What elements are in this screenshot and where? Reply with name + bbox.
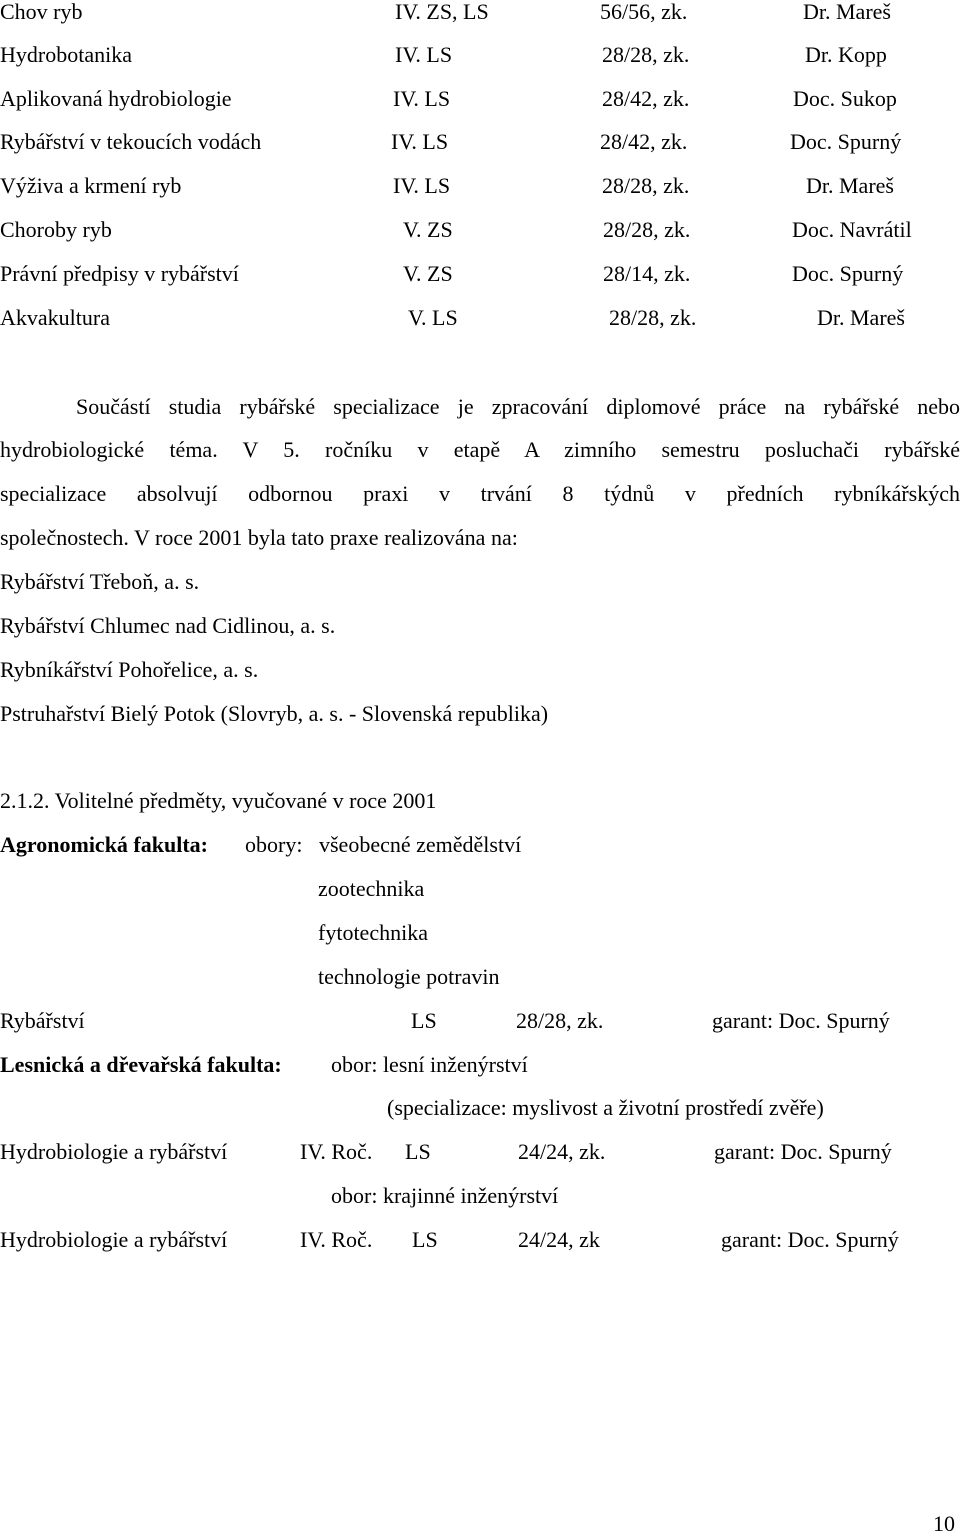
course-hours: 28/28, zk. [516,1008,604,1033]
list-item: Rybářství Chlumec nad Cidlinou, a. s. [0,613,336,638]
course-semester: IV. LS [393,173,451,198]
course-hours: 28/42, zk. [602,86,690,111]
course-hours: 24/24, zk. [518,1139,606,1164]
field-name: fytotechnika [318,920,428,945]
course-teacher: Dr. Kopp [805,42,887,67]
course-teacher: Dr. Mareš [803,0,891,24]
course-name: Choroby ryb [0,217,112,242]
table-row [0,1006,960,1036]
course-garant: garant: Doc. Spurný [712,1008,890,1033]
table-row [0,84,960,114]
course-semester: IV. LS [395,42,453,67]
course-semester: IV. LS [393,86,451,111]
list-item: Rybářství Třeboň, a. s. [0,569,200,594]
table-row [0,40,960,70]
course-semester: V. ZS [403,217,453,242]
field-name: obor: lesní inženýrství [331,1052,528,1077]
table-row [0,215,960,245]
course-year: IV. Roč. [300,1227,373,1252]
course-teacher: Dr. Mareš [817,305,905,330]
section-heading: 2.1.2. Volitelné předměty, vyučované v roce 2001 [0,788,437,813]
course-semester: LS [412,1227,438,1252]
faculty-row [0,830,960,860]
course-semester: IV. ZS, LS [395,0,489,24]
course-semester: V. ZS [403,261,453,286]
faculty-name: Agronomická fakulta: [0,832,208,857]
table-row [0,259,960,289]
course-semester: V. LS [408,305,458,330]
course-semester: LS [405,1139,431,1164]
course-teacher: Doc. Sukop [793,86,897,111]
course-teacher: Doc. Navrátil [792,217,912,242]
course-year: IV. Roč. [300,1139,373,1164]
course-name: Hydrobotanika [0,42,132,67]
obory-label: obory: [245,832,303,857]
table-row [0,171,960,201]
course-garant: garant: Doc. Spurný [714,1139,892,1164]
paragraph-line: Součástí studia rybářské specializace je zpracování diplomové práce na rybářské nebo [76,394,960,419]
course-name: Výživa a krmení ryb [0,173,182,198]
table-row [0,303,960,333]
course-hours: 28/14, zk. [603,261,691,286]
course-hours: 28/42, zk. [600,129,688,154]
course-teacher: Doc. Spurný [792,261,904,286]
table-row [0,0,960,27]
field-name: všeobecné zemědělství [319,832,522,857]
course-hours: 28/28, zk. [602,42,690,67]
course-hours: 24/24, zk [518,1227,600,1252]
page-number: 10 [933,1511,955,1536]
course-teacher: Dr. Mareš [806,173,894,198]
course-name: Rybářství [0,1008,85,1033]
course-hours: 28/28, zk. [609,305,697,330]
paragraph-line: specializace absolvují odbornou praxi v trvání 8 týdnů v předních rybníkářských [0,481,960,506]
list-item: Rybníkářství Pohořelice, a. s. [0,657,259,682]
course-semester: IV. LS [391,129,449,154]
faculty-row [0,1050,960,1080]
field-name: obor: krajinné inženýrství [331,1183,559,1208]
course-name: Rybářství v tekoucích vodách [0,129,262,154]
table-row [0,127,960,157]
course-name: Chov ryb [0,0,83,24]
table-row [0,1137,960,1167]
course-name: Hydrobiologie a rybářství [0,1139,228,1164]
course-name: Akvakultura [0,305,110,330]
course-semester: LS [411,1008,437,1033]
field-name: zootechnika [318,876,425,901]
faculty-name: Lesnická a dřevařská fakulta: [0,1052,282,1077]
course-name: Hydrobiologie a rybářství [0,1227,228,1252]
course-hours: 56/56, zk. [600,0,688,24]
course-hours: 28/28, zk. [603,217,691,242]
specialization-note: (specializace: myslivost a životní prostředí zvěře) [387,1095,824,1120]
paragraph-line: hydrobiologické téma. V 5. ročníku v etapě A zimního semestru posluchači rybářské [0,437,960,462]
field-name: technologie potravin [318,964,500,989]
table-row [0,1225,960,1255]
list-item: Pstruhařství Bielý Potok (Slovryb, a. s. - Slovenská republika) [0,701,549,726]
course-name: Aplikovaná hydrobiologie [0,86,232,111]
course-teacher: Doc. Spurný [790,129,902,154]
course-garant: garant: Doc. Spurný [721,1227,899,1252]
course-name: Právní předpisy v rybářství [0,261,239,286]
paragraph-line: společnostech. V roce 2001 byla tato praxe realizována na: [0,525,518,550]
course-hours: 28/28, zk. [602,173,690,198]
